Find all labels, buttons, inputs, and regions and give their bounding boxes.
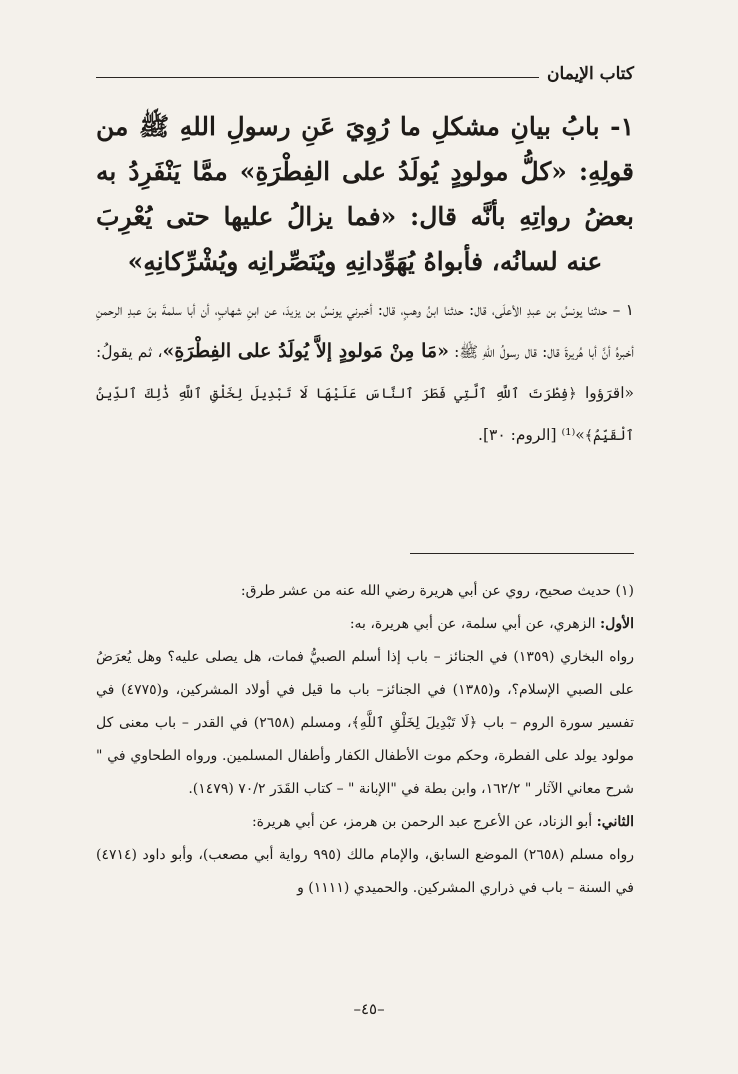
chapter-heading: ١- بابُ بيانِ مشكلِ ما رُوِيَ عَنِ رسولِ اللهِ ﷺ من قولِهِ: «كلُّ مولودٍ يُولَدُ على الفِطْرَةِ» ممَّا يَنْفَرِدُ به بعضُ رواتِهِ بأنَّه قال: «فما يزالُ عليها حتى يُعْرِبَ عنه لسانُه، فأبواهُ يُهَوِّدانِهِ ويُنَصِّرانِه ويُشْرِّكانِهِ» [96, 112, 634, 276]
footnote-line: رواه مسلم (٢٦٥٨) الموضع السابق، والإمام مالك (٩٩٥ رواية أبي مصعب)، وأبو داود (٤٧١٤) في السنة – باب في ذراري المشركين. والحميدي (١١١١) و [96, 847, 634, 896]
quran-verse: ﴿فِطْرَتَ ٱللَّهِ ٱلَّتِي فَطَرَ ٱلنَّاسَ عَلَيْهَا لَا تَبْدِيلَ لِخَلْقِ ٱللَّهِ ذَٰلِكَ ٱلدِّينُ ٱلْقَيِّمُ﴾ [96, 386, 634, 444]
hadith-text [96, 290, 634, 457]
footnote-line: رواه البخاري (١٣٥٩) في الجنائز – باب إذا أسلم الصبيُّ فمات، هل يصلى عليه؟ وهل يُعرَضُ على الصبي الإسلام؟، و(١٣٨٥) في الجنائز– باب ما قيل في أولاد المشركين، و(٤٧٧٥) في تفسير سورة الروم – باب ﴿لَا تَبْدِيلَ لِخَلْقِ ٱللَّهِ﴾، ومسلم (٢٦٥٨) في القدر – باب معنى كل مولود يولد على الفطرة، وحكم موت الأطفال الكفار وأطفال المسلمين. ورواه الطحاوي في " شرح معاني الآثار " ١٦٢/٢، وابن بطة في "الإبانة " – كتاب القَدَر ٧٠/٢ (١٤٧٩). [96, 649, 635, 797]
footnote-line: (١) حديث صحيح، روي عن أبي هريرة رضي الله عنه من عشر طرق: [240, 583, 634, 599]
hadith-isnad: ١ – حدثنا يونسُ بن عبدِ الأعلَى، قال: حدثنا ابنُ وهبٍ، قال: أخبرني يونسُ بن يزيدَ، عن ابنِ شهابٍ، أن أبا سلمةَ بنَ عبدِ الرحمنِ أخبرهُ أنَّ أبا هُريرةَ قال: قال رسولُ اللهِ ﷺ: [96, 301, 634, 361]
footnote-separator [410, 553, 634, 554]
running-head-rule [96, 77, 539, 78]
verse-reference: »⁽¹⁾ [الروم: ٣٠]. [478, 426, 585, 444]
page-number: –٤٥– [353, 1000, 385, 1018]
running-head-title: كتاب الإيمان [547, 64, 634, 84]
hadith-quote: «مَا مِنْ مَولودٍ إلاَّ يُولَدُ على الفِطْرَةِ» [162, 340, 449, 362]
footnote-line: الثاني: أبو الزناد، عن الأعرج عبد الرحمن بن هرمز، عن أبي هريرة: [251, 814, 634, 830]
hadith-continuation: ، ثم يقولُ: «اقرَؤوا [96, 343, 634, 402]
footnote-line: الأول: الزهري، عن أبي سلمة، عن أبي هريرة، به: [349, 616, 634, 632]
footnotes [96, 575, 634, 905]
running-head [96, 58, 634, 84]
